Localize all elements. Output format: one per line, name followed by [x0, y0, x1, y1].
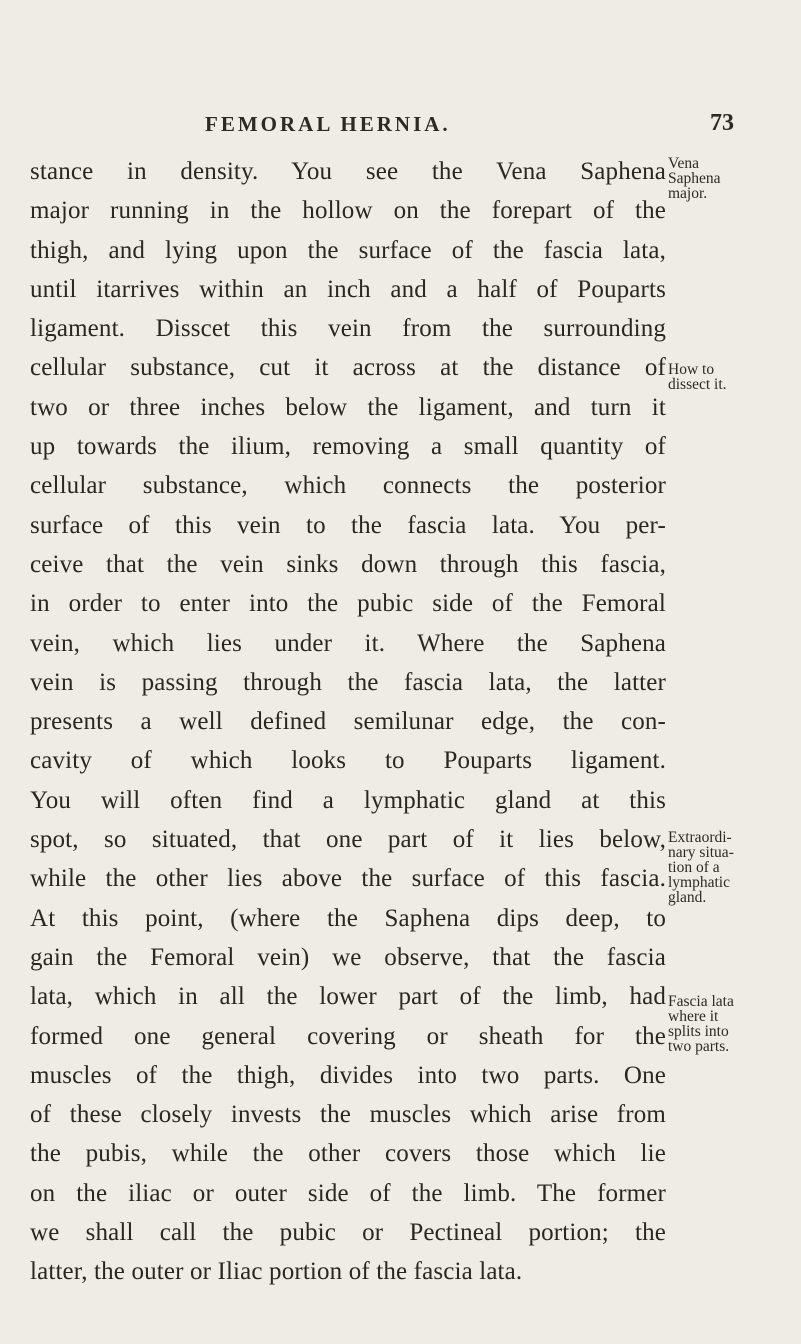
marginal-note-vena-saphena — [668, 156, 798, 201]
text-line: vein, which lies under it. Where the Saphena — [30, 629, 666, 657]
text-line: thigh, and lying upon the surface of the fascia lata, — [30, 236, 666, 264]
note-line: splits into — [668, 1023, 729, 1040]
text-line: You will often find a lymphatic gland at this — [30, 786, 666, 814]
text-line: up towards the ilium, removing a small quantity of — [30, 433, 666, 461]
note-line: gland. — [668, 889, 707, 906]
marginal-note-fascia-lata — [668, 994, 798, 1054]
text-line: muscles of the thigh, divides into two parts. One — [30, 1061, 666, 1089]
text-line: surface of this vein to the fascia lata. You per- — [30, 511, 666, 539]
text-line: presents a well defined semilunar edge, the con- — [30, 708, 666, 736]
text-line: latter, the outer or Iliac portion of the fascia lata. — [30, 1258, 523, 1286]
text-line: the pubis, while the other covers those which lie — [30, 1140, 666, 1168]
note-line: two parts. — [668, 1038, 730, 1055]
note-line: Saphena — [668, 170, 721, 187]
text-line: ligament. Disscet this vein from the surrounding — [30, 315, 666, 343]
text-line: on the iliac or outer side of the limb. The former — [30, 1179, 666, 1207]
text-line: spot, so situated, that one part of it lies below, — [30, 826, 666, 854]
text-line: cavity of which looks to Pouparts ligament. — [30, 747, 666, 775]
text-line: in order to enter into the pubic side of the Femoral — [30, 590, 666, 618]
text-line: At this point, (where the Saphena dips deep, to — [30, 904, 666, 932]
page-number: 73 — [710, 110, 734, 136]
note-line: How to — [668, 361, 715, 378]
note-line: Extraordi- — [668, 829, 732, 846]
note-line: tion of a — [668, 859, 720, 876]
text-line: formed one general covering or sheath for the — [30, 1022, 666, 1050]
text-line: ceive that the vein sinks down through this fascia, — [30, 550, 666, 578]
text-line: cellular substance, which connects the posterior — [30, 472, 666, 500]
note-line: where it — [668, 1008, 719, 1025]
text-line: two or three inches below the ligament, and turn it — [30, 393, 666, 421]
text-line: of these closely invests the muscles which arise from — [30, 1101, 666, 1129]
note-line: dissect it. — [668, 376, 727, 393]
text-line: cellular substance, cut it across at the distance of — [30, 354, 666, 382]
text-line: we shall call the pubic or Pectineal portion; the — [30, 1219, 666, 1247]
text-line: major running in the hollow on the forepart of the — [30, 197, 666, 225]
text-line: vein is passing through the fascia lata, the latter — [30, 668, 666, 696]
running-title: FEMORAL HERNIA. — [205, 112, 451, 136]
text-line: until itarrives within an inch and a half of Pouparts — [30, 275, 666, 303]
note-line: Fascia lata — [668, 993, 734, 1010]
text-line: lata, which in all the lower part of the limb, had — [30, 983, 666, 1011]
note-line: nary situa- — [668, 844, 734, 861]
marginal-note-lymphatic-gland — [668, 830, 798, 905]
body-text — [30, 152, 666, 1292]
text-line: gain the Femoral vein) we observe, that the fascia — [30, 943, 666, 971]
note-line: major. — [668, 185, 708, 202]
marginal-note-how-to-dissect — [668, 362, 798, 392]
text-line: while the other lies above the surface of this fascia. — [30, 865, 666, 893]
note-line: lymphatic — [668, 874, 730, 891]
note-line: Vena — [668, 155, 699, 172]
text-line: stance in density. You see the Vena Saphena — [30, 158, 666, 185]
